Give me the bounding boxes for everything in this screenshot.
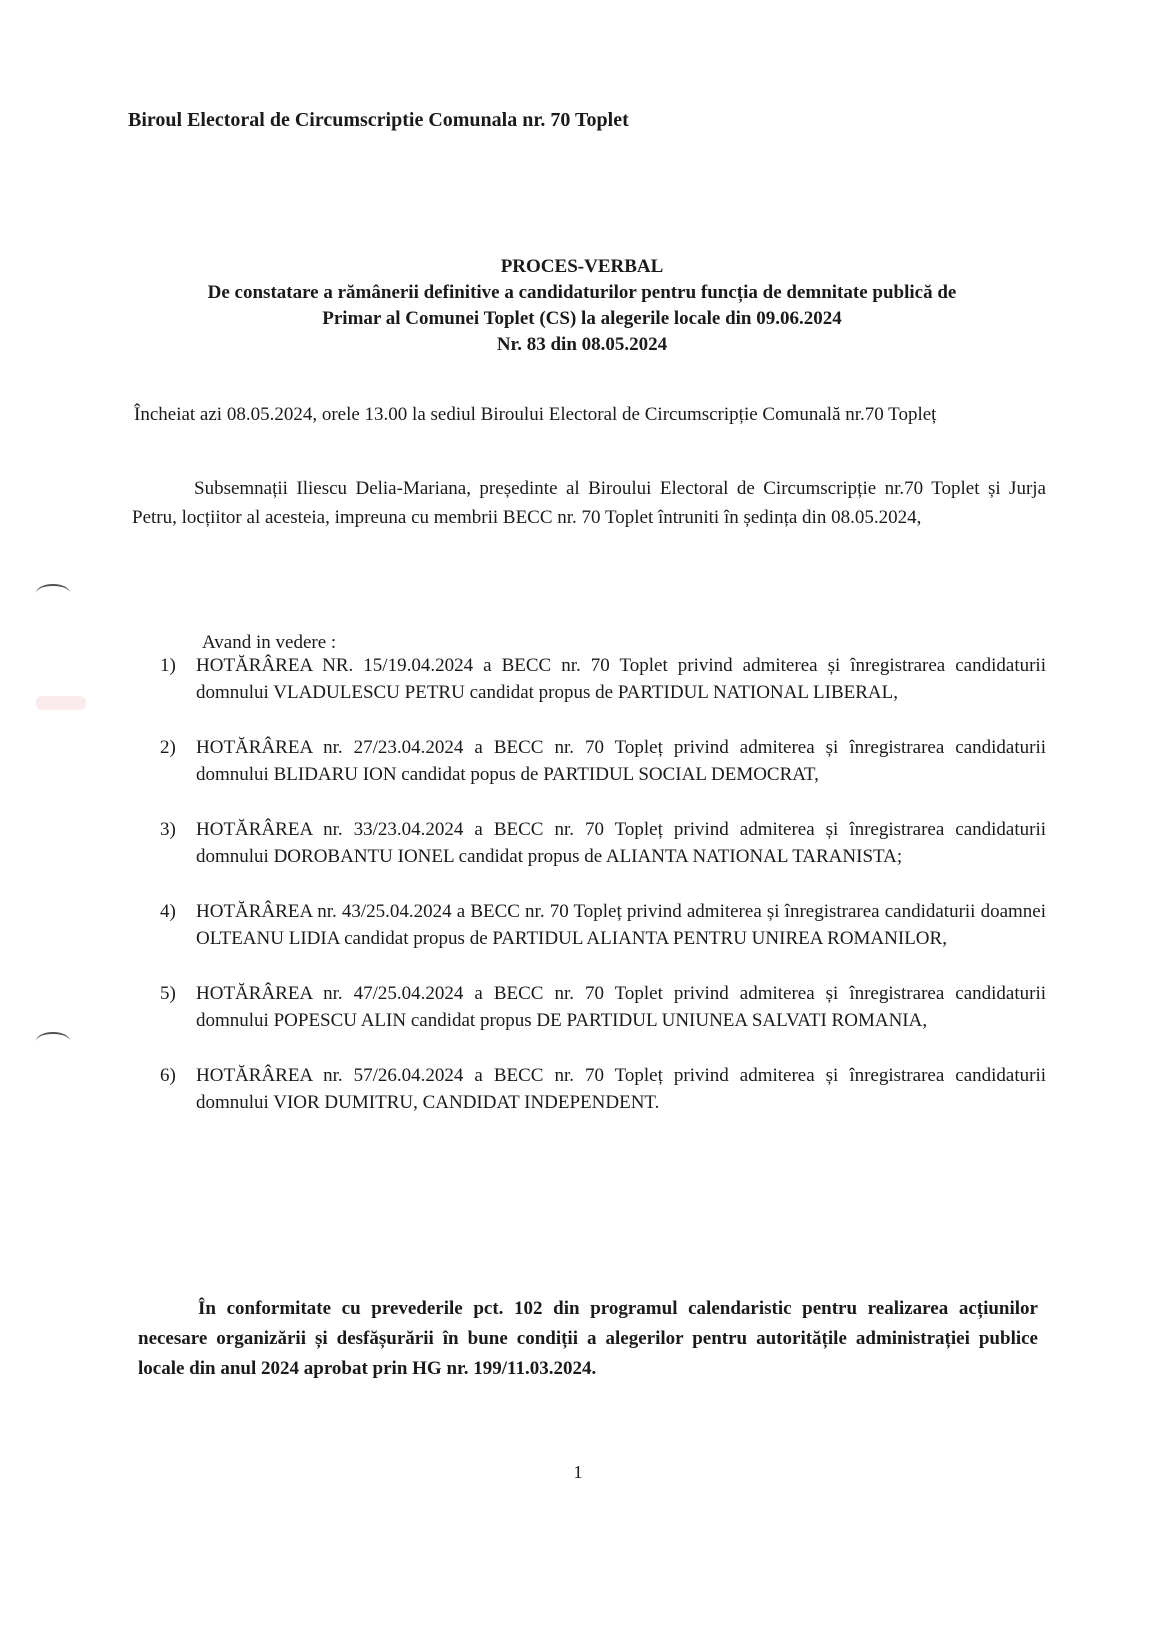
punch-hole-mark [36,1032,70,1050]
document-title: PROCES-VERBAL [500,256,664,277]
list-item [160,652,1046,706]
list-item-number: 3) [160,819,176,840]
list-item [160,734,1046,788]
list-item [160,816,1046,870]
list-item-number: 4) [160,901,176,922]
document-subtitle-line: Primar al Comunei Toplet (CS) la alegerile locale din 09.06.2024 [322,308,842,329]
list-item-text: HOTĂRÂREA NR. 15/19.04.2024 a BECC nr. 70 Toplet privind admiterea și înregistrarea candidaturii domnului VLADULESCU PETRU candidat propus de PARTIDUL NATIONAL LIBERAL, [196,655,1046,703]
list-item-text: HOTĂRÂREA nr. 47/25.04.2024 a BECC nr. 70 Toplet privind admiterea și înregistrarea candidaturii domnului POPESCU ALIN candidat propus DE PARTIDUL UNIUNEA SALVATI ROMANIA, [196,983,1046,1031]
list-item-text: HOTĂRÂREA nr. 33/23.04.2024 a BECC nr. 70 Topleț privind admiterea și înregistrarea candidaturii domnului DOROBANTU IONEL candidat propus de ALIANTA NATIONAL TARANISTA; [196,819,1046,867]
conformity-paragraph: În conformitate cu prevederile pct. 102 din programul calendaristic pentru realizarea acțiunilor necesare organizării și desfășurării în bune condiții a alegerilor pentru autoritățile administrației publice locale din anul 2024 aprobat prin HG nr. 199/11.03.2024. [138,1298,1038,1379]
page-number: 1 [573,1462,583,1482]
list-item [160,1062,1046,1116]
decisions-list [160,652,1046,1144]
list-item-number: 5) [160,983,176,1004]
list-item [160,898,1046,952]
scan-stain [36,696,86,710]
list-item-number: 6) [160,1065,176,1086]
punch-hole-mark [36,584,70,602]
intro-paragraph: Încheiat azi 08.05.2024, orele 13.00 la sediul Biroului Electoral de Circumscripție Comunală nr.70 Topleț [134,404,937,425]
list-item-text: HOTĂRÂREA nr. 43/25.04.2024 a BECC nr. 70 Topleț privind admiterea și înregistrarea candidaturii doamnei OLTEANU LIDIA candidat propus de PARTIDUL ALIANTA PENTRU UNIREA ROMANILOR, [196,901,1046,949]
document-subtitle-line: De constatare a rămânerii definitive a candidaturilor pentru funcția de demnitate publică de [207,282,957,303]
list-item-number: 1) [160,655,176,676]
document-number: Nr. 83 din 08.05.2024 [496,334,668,355]
list-item-number: 2) [160,737,176,758]
considering-heading: Avand in vedere : [202,632,337,653]
list-item-text: HOTĂRÂREA nr. 27/23.04.2024 a BECC nr. 70 Topleț privind admiterea și înregistrarea candidaturii domnului BLIDARU ION candidat popus de PARTIDUL SOCIAL DEMOCRAT, [196,737,1046,785]
issuer-header: Biroul Electoral de Circumscriptie Comunala nr. 70 Toplet [128,109,629,131]
list-item [160,980,1046,1034]
document-title-block [128,254,1036,358]
list-item-text: HOTĂRÂREA nr. 57/26.04.2024 a BECC nr. 70 Topleț privind admiterea și înregistrarea candidaturii domnului VIOR DUMITRU, CANDIDAT INDEPENDENT. [196,1065,1046,1113]
signatories-paragraph: Subsemnații Iliescu Delia-Mariana, președinte al Biroului Electoral de Circumscripție nr.70 Toplet și Jurja Petru, locțiitor al acesteia, impreuna cu membrii BECC nr. 70 Toplet întruniti în ședința din 08.05.2024, [132,478,1046,528]
